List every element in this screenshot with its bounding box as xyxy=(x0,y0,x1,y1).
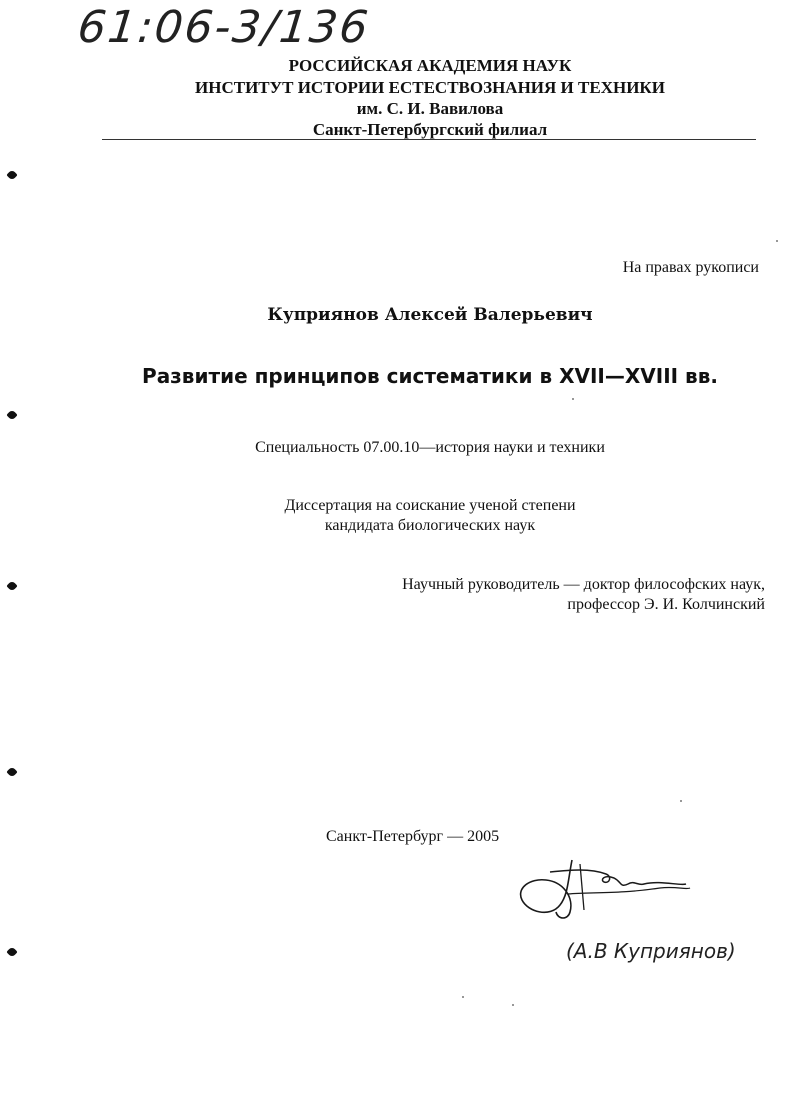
header-institute: ИНСТИТУТ ИСТОРИИ ЕСТЕСТВОЗНАНИЯ И ТЕХНИКИ xyxy=(195,78,665,97)
scan-speck xyxy=(512,1004,514,1006)
city-year: Санкт-Петербург — 2005 xyxy=(326,828,500,845)
signature-decipherment: (А.В Куприянов) xyxy=(566,939,736,963)
dissertation-title: Развитие принципов систематики в XVII—XVIII вв. xyxy=(142,364,718,388)
binding-mark-icon xyxy=(6,409,17,420)
author-name: Куприянов Алексей Валерьевич xyxy=(267,305,593,325)
signature xyxy=(510,850,770,980)
binding-mark-icon xyxy=(6,580,17,591)
binding-mark-icon xyxy=(6,946,17,957)
scan-speck xyxy=(462,996,464,998)
degree-line-2: кандидата биологических наук xyxy=(324,517,536,534)
binding-mark-icon xyxy=(6,766,17,777)
scan-speck xyxy=(776,240,778,242)
header-academy: РОССИЙСКАЯ АКАДЕМИЯ НАУК xyxy=(288,56,572,75)
supervisor-block xyxy=(402,575,765,615)
supervisor-line-2: профессор Э. И. Колчинский xyxy=(567,596,765,613)
specialty-line: Специальность 07.00.10—история науки и техники xyxy=(255,439,605,456)
supervisor-line-1: Научный руководитель — доктор философских наук, xyxy=(402,576,765,593)
manuscript-note: На правах рукописи xyxy=(622,259,759,276)
header-named-after: им. С. И. Вавилова xyxy=(356,99,504,118)
handwritten-archive-code: 61:06-3/136 xyxy=(75,2,373,53)
binding-mark-icon xyxy=(6,169,17,180)
header-branch: Санкт-Петербургский филиал xyxy=(312,120,548,139)
scan-speck xyxy=(680,800,682,802)
header-divider xyxy=(102,139,756,140)
degree-line-1: Диссертация на соискание ученой степени xyxy=(284,497,576,514)
scan-speck xyxy=(572,398,574,400)
